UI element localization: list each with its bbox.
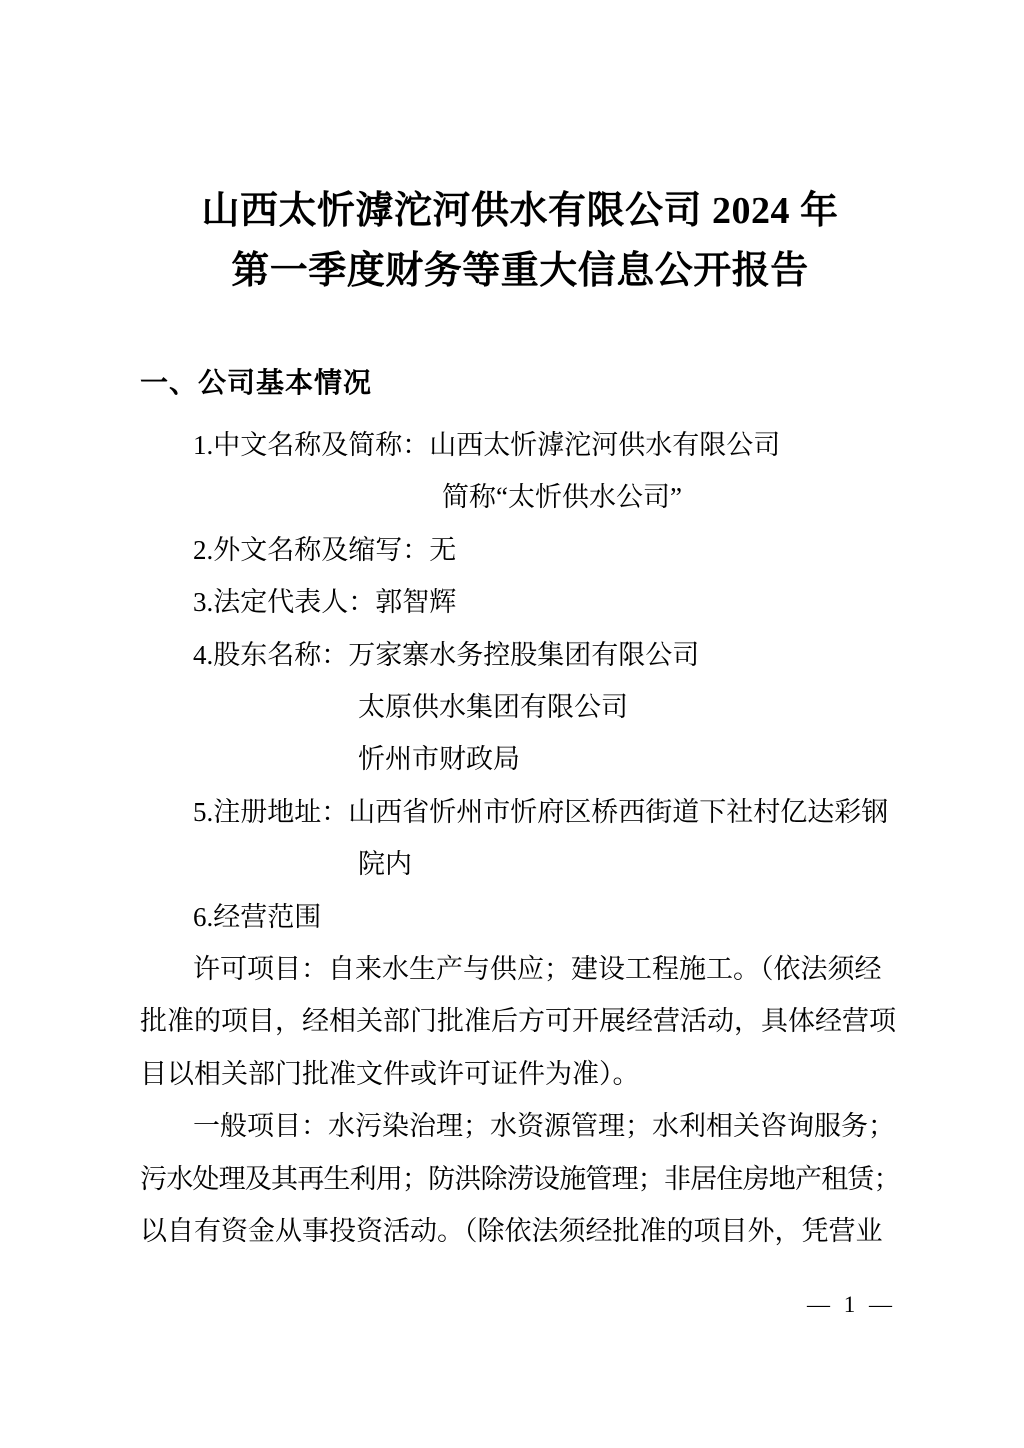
item-5-registered-address-line-2: 院内	[358, 849, 412, 880]
item-4-shareholders-line-1: 4.股东名称：万家寨水务控股集团有限公司	[193, 639, 700, 670]
document-body	[140, 419, 900, 1258]
item-4-shareholders-line-3: 忻州市财政局	[358, 744, 520, 775]
item-3-legal-representative-line: 3.法定代表人：郭智辉	[193, 587, 457, 618]
page-content	[140, 0, 900, 1258]
title-line-2: 第一季度财务等重大信息公开报告	[231, 250, 809, 292]
item-4-shareholders-line-2: 太原供水集团有限公司	[358, 692, 628, 723]
licensed-projects-line-1: 许可项目：自来水生产与供应；建设工程施工。（依法须经	[193, 954, 882, 985]
general-projects-line-1: 一般项目：水污染治理；水资源管理；水利相关咨询服务；	[193, 1111, 895, 1142]
general-projects-line-3: 以自有资金从事投资活动。（除依法须经批准的项目外，凭营业	[140, 1216, 883, 1247]
item-1-name-line: 1.中文名称及简称：山西太忻滹沱河供水有限公司	[193, 430, 781, 460]
licensed-projects-line-3: 目以相关部门批准文件或许可证件为准）。	[140, 1058, 640, 1089]
general-projects-line-2: 污水处理及其再生利用；防洪除涝设施管理；非居住房地产租赁；	[140, 1163, 900, 1194]
page-number: — 1 —	[807, 1292, 896, 1317]
item-5-registered-address-line-1: 5.注册地址：山西省忻州市忻府区桥西街道下社村亿达彩钢	[193, 796, 889, 827]
item-6-business-scope-line: 6.经营范围	[193, 901, 322, 932]
licensed-projects-line-2: 批准的项目，经相关部门批准后方可开展经营活动，具体经营项	[140, 1006, 896, 1037]
item-1-abbreviation-line: 简称“太忻供水公司”	[442, 482, 682, 513]
title-line-1: 山西太忻滹沱河供水有限公司 2024 年	[201, 190, 839, 232]
document-title	[140, 181, 900, 301]
section-heading: 一、公司基本情况	[140, 367, 373, 398]
item-2-foreign-name-line: 2.外文名称及缩写：无	[193, 534, 457, 565]
